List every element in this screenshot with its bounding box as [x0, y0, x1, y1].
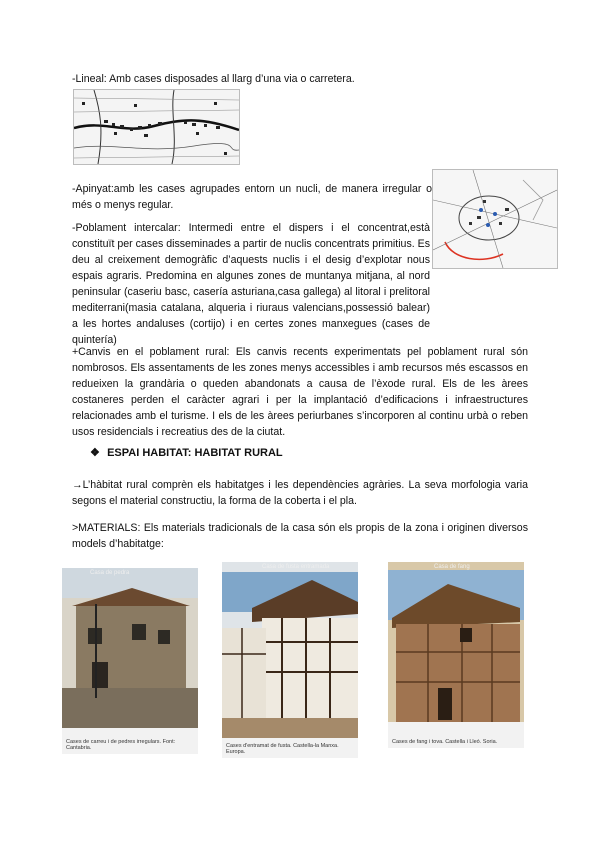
- lineal-settlement-map: [73, 89, 240, 165]
- paragraph-intercalar: -Poblament intercalar: Intermedi entre el dispers i el concentrat,està constituït per cases disseminades a partir de nuclis concentrats primitius. Es deu al creixement demogràfic d’aquests nuclis i el desig d’explotar nous espais agraris. Predomina en algunes zones de muntanya mitjana, al nord peninsular (caseriu basc, casería asturiana,casa gallega) al litoral i prelitoral mediterrani(masia catalana, alqueria i riuraus valencians,possessió balear) a les hortes andaluses (cortijo) i en certes zones manxegues (cases de quintería): [72, 222, 430, 346]
- photo-mud-house-label: Casa de fang: [434, 564, 470, 570]
- diamond-bullet-icon: ❖: [90, 447, 100, 459]
- photo-timber-house-label: Casa de fusta entramada: [262, 564, 330, 570]
- photo-timber-house: [222, 562, 358, 758]
- section-heading: [90, 446, 283, 459]
- photo-stone-house: [62, 568, 198, 754]
- paragraph-canvis: +Canvis en el poblament rural: Els canvis recents experimentats pel poblament rural són nombrosos. Els assentaments de les zones menys accessibles i amb recursos més escassos en redueixen la grandària o queden abandonats a causa de l’èxode rural. Els de les àrees costaneres perden el caràcter agrari i per la implantació d’edificacions i infraestructures relacionades amb el turisme. I els de les àrees periurbanes s’incorporen al continu urbà o reben usos residencials i recreatius des de la ciutat.: [72, 346, 528, 438]
- photo-stone-house-label: Casa de pedra: [90, 570, 130, 576]
- section-heading-text: ESPAI HABITAT: HABITAT RURAL: [107, 447, 283, 459]
- paragraph-intercalar-intro: [72, 220, 430, 348]
- paragraph-habitat: →L’hàbitat rural comprèn els habitatges i les dependències agràries. La seva morfologia varia segons el material constructiu, la forma de la coberta i el pla.: [72, 479, 528, 507]
- paragraph-lineal: -Lineal: Amb cases disposades al llarg d’una via o carretera.: [72, 73, 355, 85]
- paragraph-materials: >MATERIALS: Els materials tradicionals de la casa són els propis de la zona i originen diversos models d’habitatge:: [72, 522, 528, 550]
- photo-stone-house-caption: Cases de carreu i de pedres irregulars. Font: Cantabria.: [66, 739, 176, 751]
- photo-mud-house: [388, 562, 524, 748]
- photo-timber-house-caption: Cases d'entramat de fusta. Castella-la Manxa. Europa.: [226, 743, 339, 755]
- photo-mud-house-caption: Cases de fang i tova. Castella i Lleó. Soria.: [392, 739, 498, 745]
- clustered-settlement-map: [432, 169, 558, 269]
- paragraph-apinyat: -Apinyat:amb les cases agrupades entorn un nucli, de manera irregular o més o menys regular.: [72, 183, 432, 211]
